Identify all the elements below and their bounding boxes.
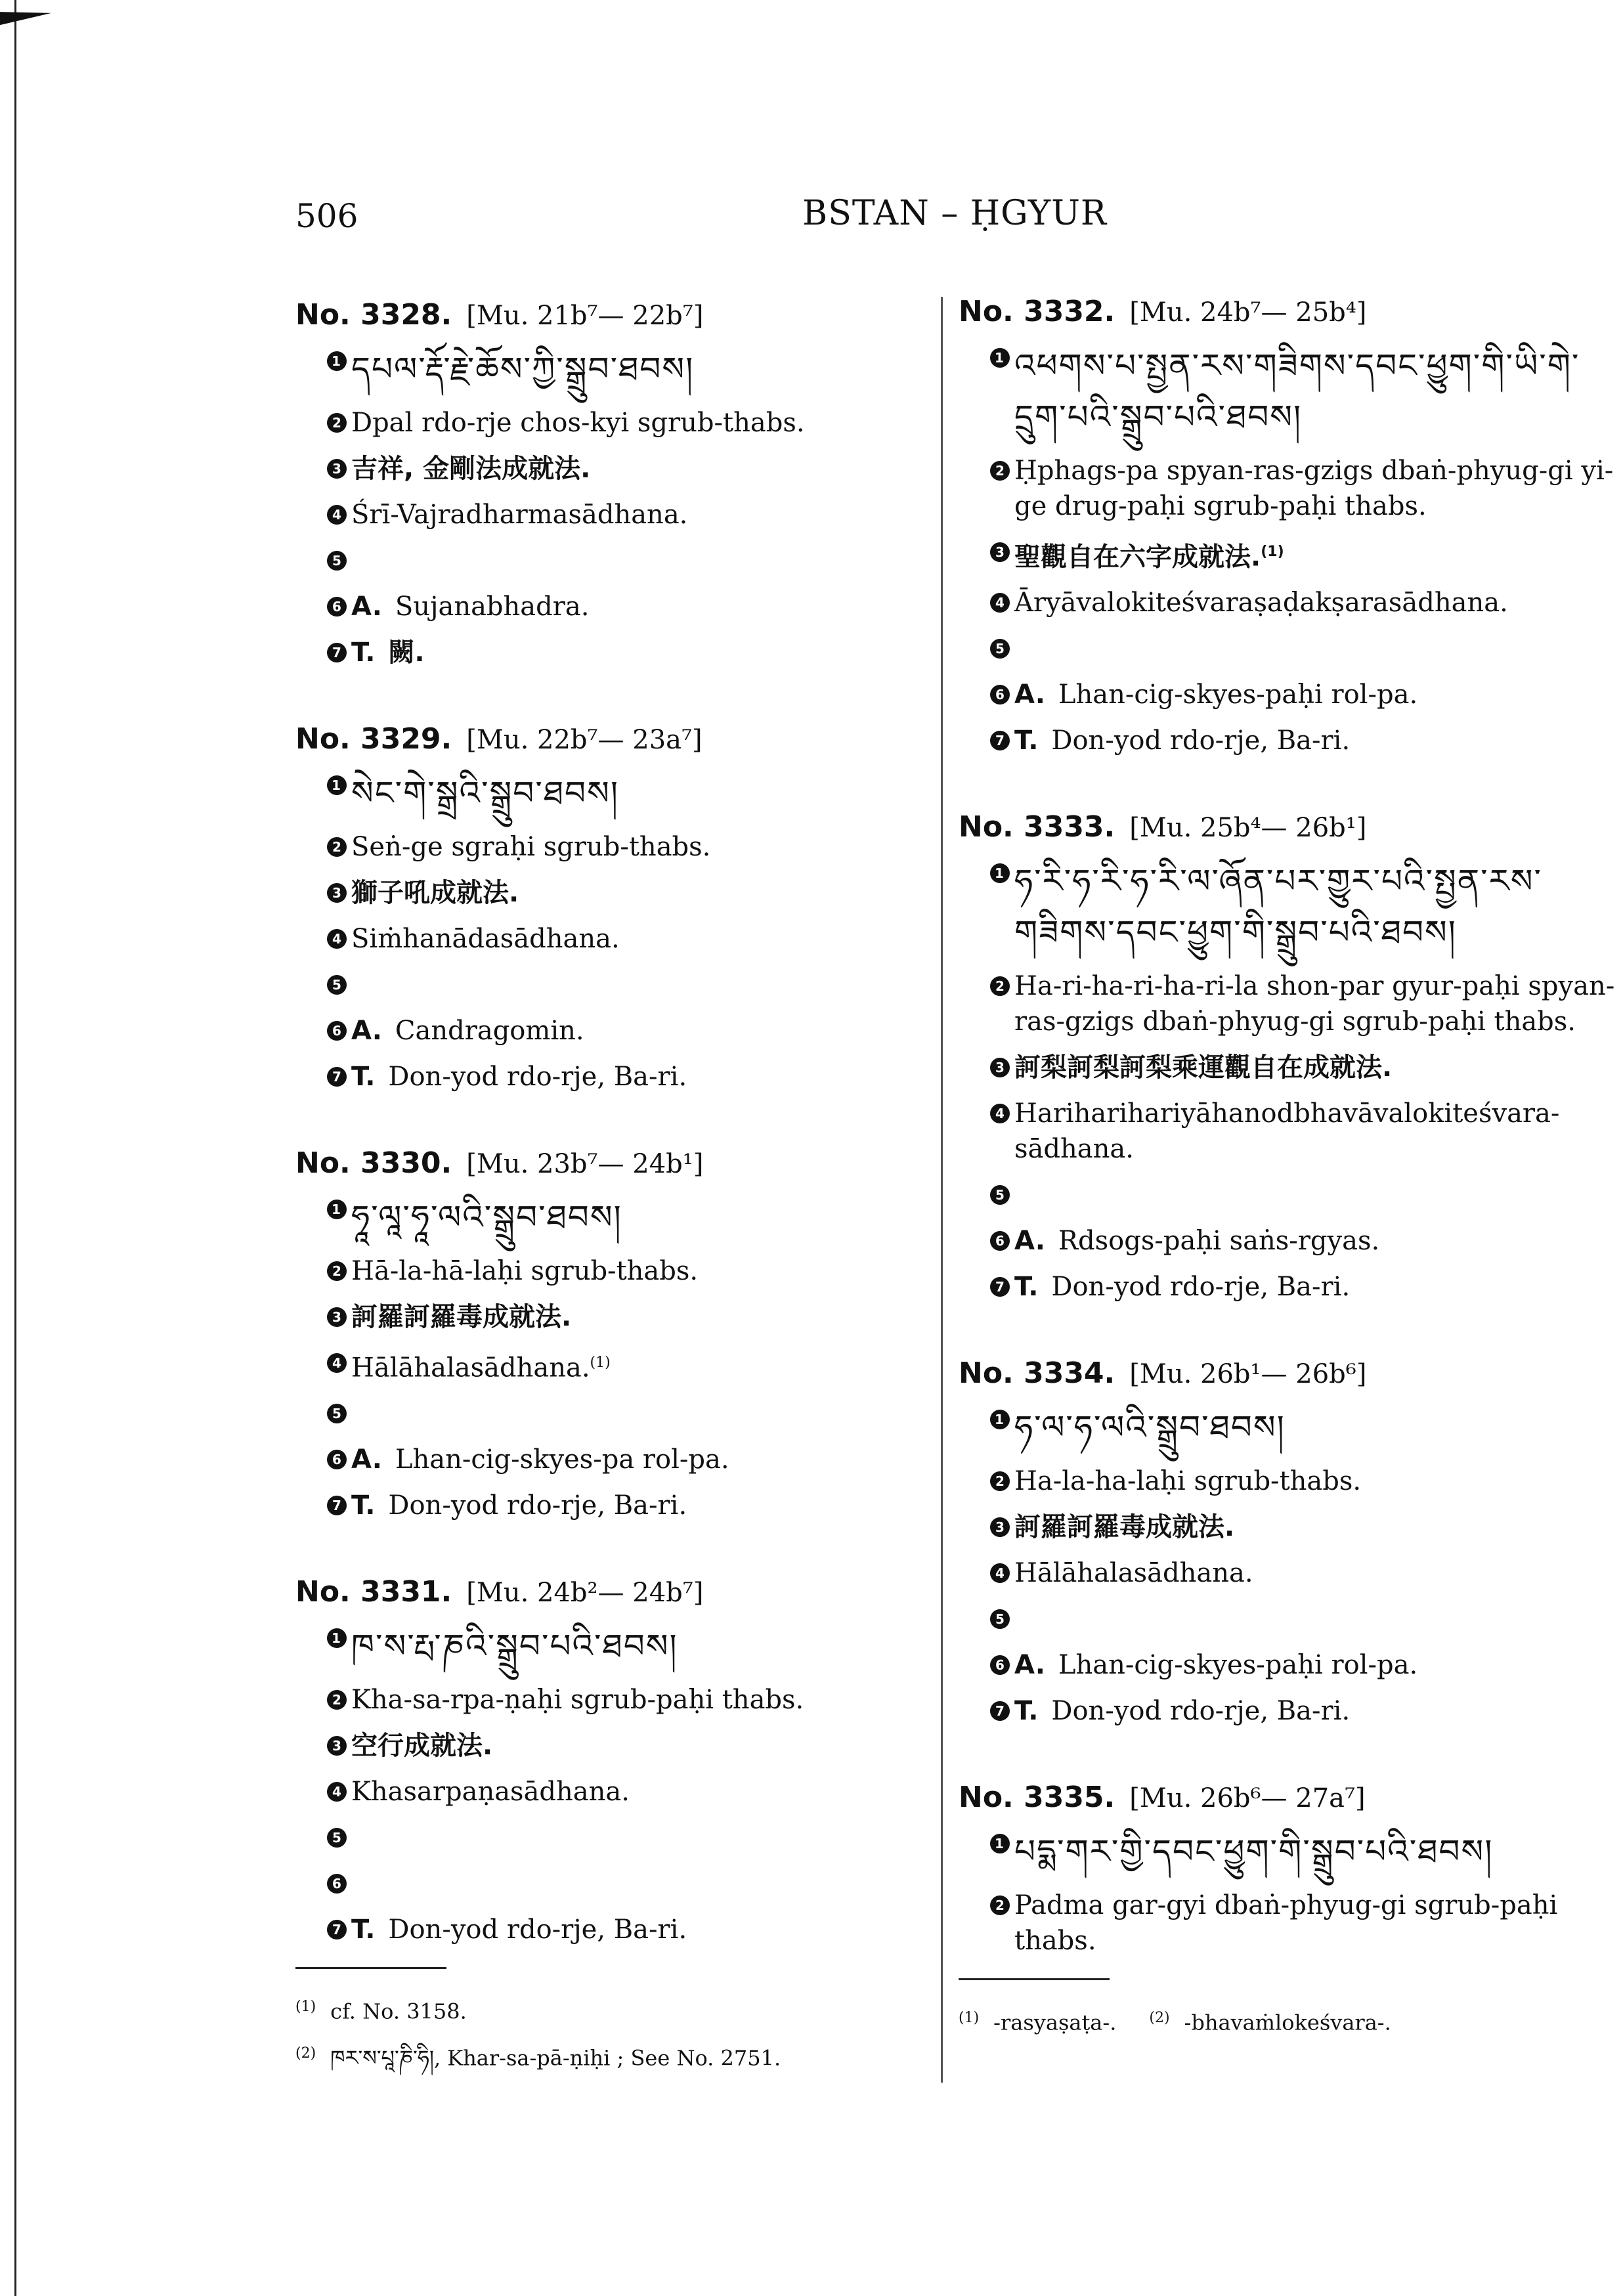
transliterated-title: Dpal rdo-rje chos-kyi sgrub-thabs. bbox=[351, 408, 805, 438]
bullet-5-icon: 5 bbox=[990, 1609, 1010, 1629]
sanskrit-title: Āryāvalokiteśvaraṣaḍakṣarasādhana. bbox=[1014, 588, 1508, 618]
folio-reference: [Mu. 26b⁶— 27a⁷] bbox=[1129, 1783, 1366, 1814]
footnote-rule bbox=[959, 1978, 1110, 1980]
tibetan-title: སེང་གེ་སྒྲའི་སྒྲུབ་ཐབས། bbox=[351, 774, 619, 812]
footnote-mark: (1) bbox=[295, 1999, 316, 2016]
bullet-2-icon: 2 bbox=[327, 413, 347, 433]
bullet-3-icon: 3 bbox=[990, 542, 1010, 562]
entry-number: No. 3328. bbox=[295, 298, 452, 332]
bullet-6-icon: 6 bbox=[327, 1021, 347, 1041]
translator: 闕. bbox=[388, 638, 425, 668]
folio-reference: [Mu. 21b⁷— 22b⁷] bbox=[466, 301, 704, 331]
chinese-title: 訶羅訶羅毒成就法. bbox=[351, 1302, 572, 1332]
footnote-mark: (2) bbox=[295, 2045, 316, 2062]
bullet-1-icon: 1 bbox=[327, 775, 347, 795]
footnote-mark: (1) bbox=[959, 2010, 980, 2027]
translator-label: T. bbox=[351, 1490, 376, 1521]
page-edge-line bbox=[14, 0, 16, 2296]
bullet-7-icon: 7 bbox=[327, 1496, 347, 1515]
page-number: 506 bbox=[295, 197, 358, 235]
author-label: A. bbox=[351, 1016, 382, 1046]
bullet-6-icon: 6 bbox=[990, 1231, 1010, 1251]
footnote-rule bbox=[295, 1967, 446, 1969]
bullet-7-icon: 7 bbox=[327, 1067, 347, 1087]
chinese-title: 吉祥, 金剛法成就法. bbox=[351, 454, 591, 484]
author-label: A. bbox=[1014, 680, 1045, 710]
author: Lhan-cig-skyes-paḥi rol-pa. bbox=[1058, 1650, 1418, 1681]
translator: Don-yod rdo-rje, Ba-ri. bbox=[388, 1490, 687, 1521]
transliterated-title: Ḥphags-pa spyan-ras-gzigs dbaṅ-phyug-gi yi-ge drug-paḥi sgrub-paḥi thabs. bbox=[1014, 456, 1614, 521]
catalog-entry bbox=[295, 720, 952, 1094]
author: Lhan-cig-skyes-pa rol-pa. bbox=[395, 1444, 729, 1475]
bullet-5-icon: 5 bbox=[990, 639, 1010, 659]
entry-number: No. 3331. bbox=[295, 1575, 452, 1609]
catalog-entry bbox=[295, 1572, 952, 1947]
bullet-1-icon: 1 bbox=[990, 1834, 1010, 1853]
bullet-2-icon: 2 bbox=[327, 1690, 347, 1710]
tibetan-title: ཧཱ་ལཱ་ཧཱ་ལའི་སྒྲུབ་ཐབས། bbox=[351, 1198, 622, 1236]
bullet-5-icon: 5 bbox=[327, 1828, 347, 1848]
bullet-2-icon: 2 bbox=[327, 837, 347, 857]
bullet-4-icon: 4 bbox=[327, 505, 347, 525]
bullet-5-icon: 5 bbox=[327, 1404, 347, 1423]
entry-number: No. 3334. bbox=[959, 1356, 1115, 1391]
footnote bbox=[959, 1997, 1615, 2044]
bullet-2-icon: 2 bbox=[990, 976, 1010, 996]
bullet-5-icon: 5 bbox=[990, 1185, 1010, 1205]
bullet-3-icon: 3 bbox=[327, 1307, 347, 1327]
bullet-4-icon: 4 bbox=[327, 1782, 347, 1802]
bullet-6-icon: 6 bbox=[327, 597, 347, 617]
bullet-1-icon: 1 bbox=[327, 351, 347, 371]
bullet-7-icon: 7 bbox=[990, 731, 1010, 750]
chinese-title: 獅子吼成就法. bbox=[351, 878, 519, 908]
footnote bbox=[295, 2033, 952, 2079]
bullet-3-icon: 3 bbox=[990, 1517, 1010, 1537]
corner-arrow-icon bbox=[0, 7, 51, 25]
bullet-4-icon: 4 bbox=[327, 929, 347, 949]
running-title: BSTAN – ḤGYUR bbox=[802, 194, 1108, 233]
bullet-4-icon: 4 bbox=[990, 593, 1010, 613]
bullet-1-icon: 1 bbox=[327, 1200, 347, 1219]
folio-reference: [Mu. 24b⁷— 25b⁴] bbox=[1129, 297, 1367, 328]
chinese-title: 聖觀自在六字成就法. bbox=[1014, 542, 1261, 573]
author: Lhan-cig-skyes-paḥi rol-pa. bbox=[1058, 680, 1418, 710]
bullet-7-icon: 7 bbox=[990, 1277, 1010, 1297]
bullet-1-icon: 1 bbox=[990, 348, 1010, 368]
folio-reference: [Mu. 23b⁷— 24b¹] bbox=[466, 1149, 704, 1179]
folio-reference: [Mu. 24b²— 24b⁷] bbox=[466, 1578, 704, 1609]
author: Rdsogs-paḥi saṅs-rgyas. bbox=[1058, 1226, 1380, 1257]
translator: Don-yod rdo-rje, Ba-ri. bbox=[1051, 726, 1351, 756]
bullet-5-icon: 5 bbox=[327, 551, 347, 571]
sanskrit-title: Hariharihariyāhanodbhavāvalokiteśvara-sādhana. bbox=[1014, 1098, 1560, 1165]
translator-label: T. bbox=[1014, 1696, 1039, 1727]
author-label: A. bbox=[351, 592, 382, 622]
bullet-5-icon: 5 bbox=[327, 975, 347, 995]
bullet-2-icon: 2 bbox=[990, 1471, 1010, 1491]
catalog-entry bbox=[295, 1144, 952, 1523]
chinese-title: 訶羅訶羅毒成就法. bbox=[1014, 1512, 1235, 1543]
bullet-6-icon: 6 bbox=[327, 1874, 347, 1894]
bullet-1-icon: 1 bbox=[327, 1628, 347, 1648]
translator-label: T. bbox=[351, 638, 376, 668]
tibetan-title: པདྨ་གར་གྱི་དབང་ཕྱུག་གི་སྒྲུབ་པའི་ཐབས། bbox=[1014, 1832, 1494, 1871]
catalog-entry bbox=[959, 1354, 1615, 1729]
translator: Don-yod rdo-rje, Ba-ri. bbox=[388, 1915, 687, 1945]
sanskrit-title: Hālāhalasādhana. bbox=[351, 1353, 590, 1383]
footnote-text: , Khar-sa-pā-ṇiḥi ; See No. 2751. bbox=[433, 2045, 781, 2071]
translator-label: T. bbox=[1014, 726, 1039, 756]
author: Sujanabhadra. bbox=[395, 592, 590, 622]
translator-label: T. bbox=[1014, 1272, 1039, 1303]
bullet-3-icon: 3 bbox=[327, 883, 347, 903]
bullet-7-icon: 7 bbox=[327, 1920, 347, 1939]
catalog-entry bbox=[295, 295, 952, 670]
sanskrit-title: Khasarpaṇasādhana. bbox=[351, 1777, 630, 1808]
footnote-text: -bhavaṁlokeśvara-. bbox=[1184, 2010, 1391, 2035]
bullet-6-icon: 6 bbox=[327, 1450, 347, 1469]
translator: Don-yod rdo-rje, Ba-ri. bbox=[388, 1062, 687, 1092]
sanskrit-title: Śrī-Vajradharmasādhana. bbox=[351, 500, 688, 530]
transliterated-title: Ha-ri-ha-ri-ha-ri-la shon-par gyur-paḥi spyan-ras-gzigs dbaṅ-phyug-gi sgrub-paḥi thabs. bbox=[1014, 971, 1615, 1037]
bullet-1-icon: 1 bbox=[990, 863, 1010, 883]
footnote-tibetan: ཁར་ས་པཱ་ཎི་ཧི། bbox=[330, 2045, 434, 2071]
translator: Don-yod rdo-rje, Ba-ri. bbox=[1051, 1696, 1351, 1727]
tibetan-title: ཧ་ལ་ཧ་ལའི་སྒྲུབ་ཐབས། bbox=[1014, 1408, 1286, 1447]
bullet-4-icon: 4 bbox=[327, 1353, 347, 1373]
left-column bbox=[295, 295, 952, 2079]
entry-number: No. 3335. bbox=[959, 1781, 1115, 1815]
folio-reference: [Mu. 22b⁷— 23a⁷] bbox=[466, 725, 703, 755]
footnote-text: -rasyaṣaṭa-. bbox=[993, 2010, 1117, 2035]
bullet-2-icon: 2 bbox=[990, 1895, 1010, 1915]
entry-number: No. 3330. bbox=[295, 1146, 452, 1180]
bullet-7-icon: 7 bbox=[327, 643, 347, 662]
catalog-entry bbox=[959, 1778, 1615, 1959]
sanskrit-title: Siṁhanādasādhana. bbox=[351, 924, 620, 954]
transliterated-title: Kha-sa-rpa-ṇaḥi sgrub-paḥi thabs. bbox=[351, 1685, 804, 1716]
transliterated-title: Hā-la-hā-laḥi sgrub-thabs. bbox=[351, 1256, 699, 1286]
author-label: A. bbox=[351, 1444, 382, 1475]
footnote-text: cf. No. 3158. bbox=[330, 1999, 467, 2024]
catalog-entry bbox=[959, 292, 1615, 758]
bullet-3-icon: 3 bbox=[327, 1736, 347, 1756]
author: Candragomin. bbox=[395, 1016, 584, 1046]
bullet-2-icon: 2 bbox=[990, 461, 1010, 481]
bullet-3-icon: 3 bbox=[327, 459, 347, 479]
right-column bbox=[959, 292, 1615, 2044]
bullet-4-icon: 4 bbox=[990, 1104, 1010, 1123]
footnote-ref-1: (1) bbox=[590, 1354, 611, 1371]
footnote-ref-1: (1) bbox=[1261, 544, 1284, 560]
translator: Don-yod rdo-rje, Ba-ri. bbox=[1051, 1272, 1351, 1303]
bullet-7-icon: 7 bbox=[990, 1701, 1010, 1721]
bullet-6-icon: 6 bbox=[990, 1655, 1010, 1675]
catalog-entry bbox=[959, 808, 1615, 1305]
transliterated-title: Seṅ-ge sgraḥi sgrub-thabs. bbox=[351, 832, 711, 862]
translator-label: T. bbox=[351, 1915, 376, 1945]
author-label: A. bbox=[1014, 1226, 1045, 1257]
translator-label: T. bbox=[351, 1062, 376, 1092]
tibetan-title: དཔལ་རྡོ་རྗེ་ཆོས་ཀྱི་སྒྲུབ་ཐབས། bbox=[351, 350, 695, 388]
chinese-title: 訶梨訶梨訶梨乘運觀自在成就法. bbox=[1014, 1052, 1393, 1083]
transliterated-title: Padma gar-gyi dbaṅ-phyug-gi sgrub-paḥi thabs. bbox=[1014, 1890, 1558, 1957]
tibetan-title: འཕགས་པ་སྤྱན་རས་གཟིགས་དབང་ཕྱུག་གི་ཡི་གེ་དྲུག་པའི་སྒྲུབ་པའི་ཐབས། bbox=[1014, 347, 1580, 436]
bullet-4-icon: 4 bbox=[990, 1563, 1010, 1583]
folio-reference: [Mu. 26b¹— 26b⁶] bbox=[1129, 1359, 1367, 1390]
author-label: A. bbox=[1014, 1650, 1045, 1681]
footnote bbox=[295, 1986, 952, 2033]
entry-number: No. 3333. bbox=[959, 810, 1115, 844]
bullet-2-icon: 2 bbox=[327, 1261, 347, 1281]
footnote-mark: (2) bbox=[1149, 2010, 1170, 2027]
bullet-3-icon: 3 bbox=[990, 1058, 1010, 1077]
entry-number: No. 3332. bbox=[959, 295, 1115, 328]
bullet-1-icon: 1 bbox=[990, 1410, 1010, 1429]
tibetan-title: ཁ་ས་རྤ་ཎའི་སྒྲུབ་པའི་ཐབས། bbox=[351, 1627, 678, 1666]
bullet-6-icon: 6 bbox=[990, 685, 1010, 704]
entry-number: No. 3329. bbox=[295, 722, 452, 756]
chinese-title: 空行成就法. bbox=[351, 1731, 493, 1762]
tibetan-title: ཧ་རི་ཧ་རི་ཧ་རི་ལ་ཞོན་པར་གྱུར་པའི་སྤྱན་རས་གཟིགས་དབང་ཕྱུག་གི་སྒྲུབ་པའི་ཐབས། bbox=[1014, 862, 1542, 952]
folio-reference: [Mu. 25b⁴— 26b¹] bbox=[1129, 813, 1367, 844]
sanskrit-title: Hālāhalasādhana. bbox=[1014, 1558, 1253, 1589]
transliterated-title: Ha-la-ha-laḥi sgrub-thabs. bbox=[1014, 1466, 1362, 1497]
